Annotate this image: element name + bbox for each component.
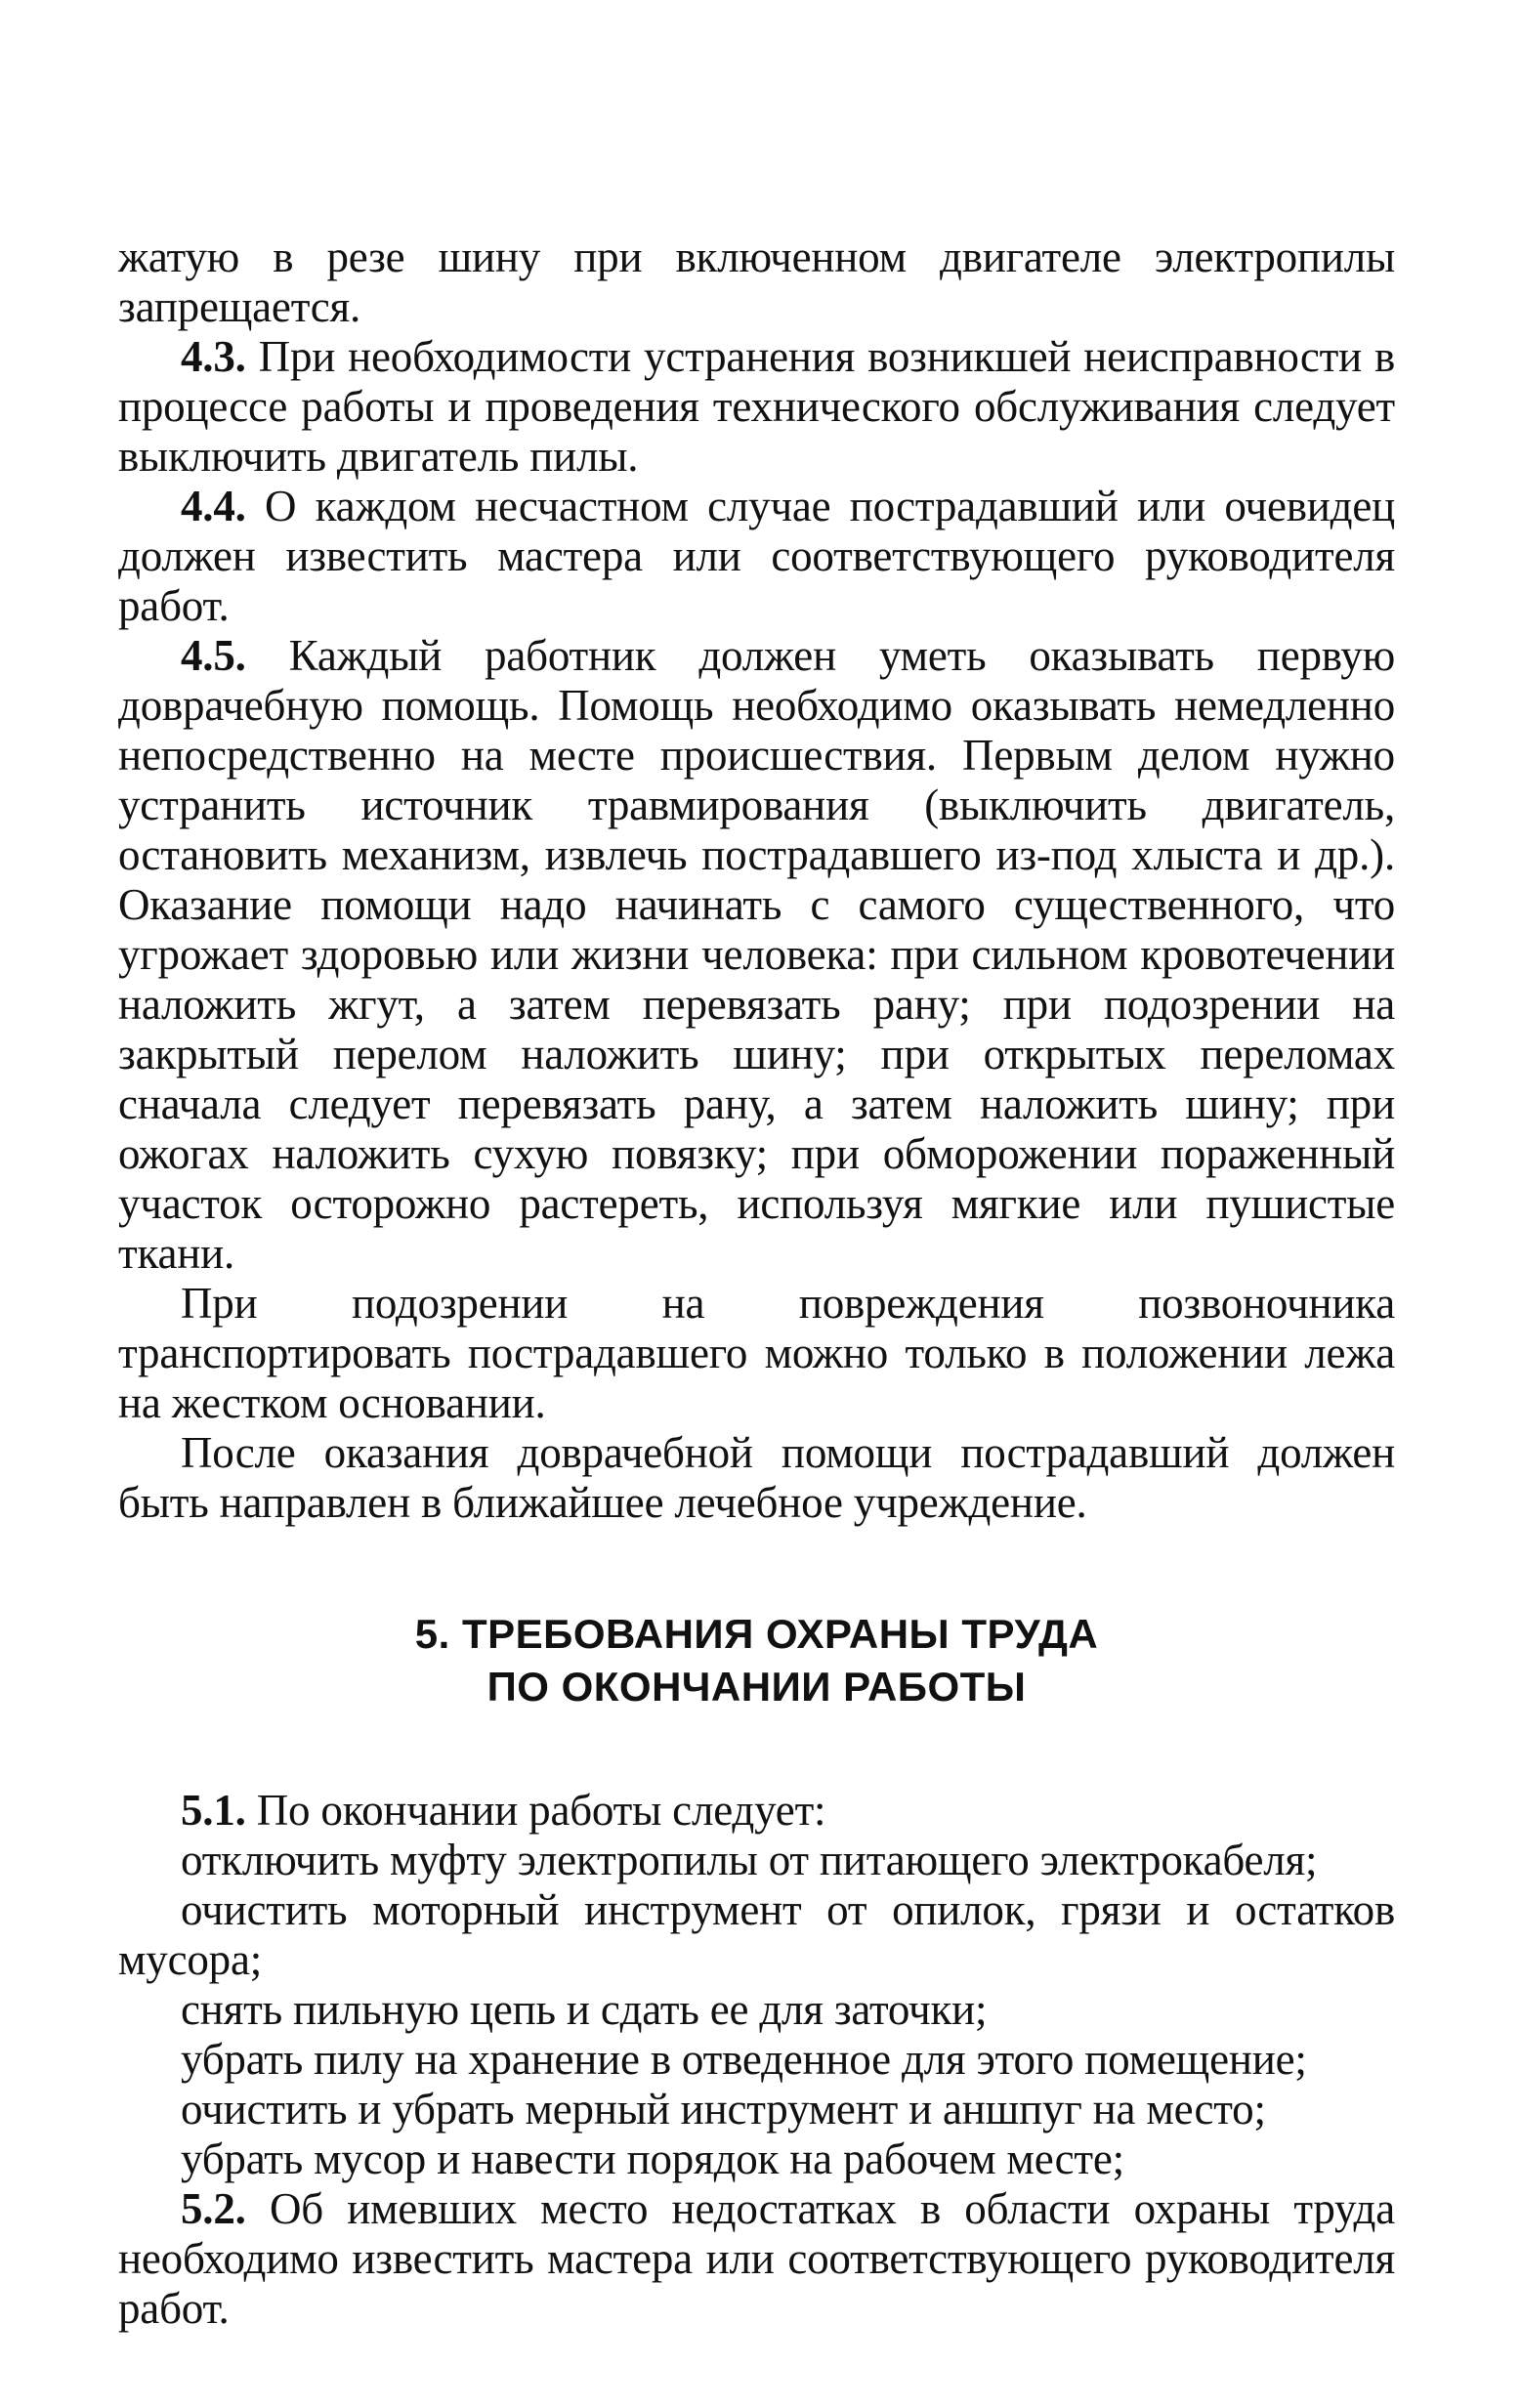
paragraph-text: При необходимости устранения возникшей неисправности в процессе работы и проведения технического обслуживания следует выключить двигатель пилы. (118, 332, 1395, 481)
document-page (118, 232, 1395, 2334)
paragraph-number: 4.3. (181, 332, 246, 381)
paragraph-number: 5.2. (181, 2184, 246, 2233)
paragraph-text: О каждом несчастном случае пострадавший или очевидец должен известить мастера или соответствующего руководителя работ. (118, 482, 1395, 630)
list-item: убрать мусор и навести порядок на рабочем месте; (181, 2134, 1124, 2183)
paragraph-number: 4.5. (181, 631, 246, 680)
paragraph-4-4 (118, 482, 1395, 631)
paragraph-spine-injury: При подозрении на повреждения позвоночника транспортировать пострадавшего можно только в положении лежа на жестком основании. (118, 1279, 1395, 1427)
heading-line-1: 5. ТРЕБОВАНИЯ ОХРАНЫ ТРУДА (414, 1611, 1099, 1657)
heading-line-2: ПО ОКОНЧАНИИ РАБОТЫ (486, 1664, 1027, 1710)
paragraph-5-2 (118, 2184, 1395, 2334)
paragraph-text: Каждый работник должен уметь оказывать первую доврачебную помощь. Помощь необходимо оказывать немедленно непосредственно на месте происшествия. Первым делом нужно устранить источник травмирования (выключить двигатель, остановить механизм, извлечь пострадавшего из-под хлыста и др.). Оказание помощи надо начинать с самого существенного, что угрожает здоровью или жизни человека: при сильном кровотечении наложить жгут, а затем перевязать рану; при подозрении на закрытый перелом наложить шину; при открытых переломах сначала следует перевязать рану, а затем наложить шину; при ожогах наложить сухую повязку; при обморожении пораженный участок осторожно растереть, используя мягкие или пушистые ткани. (118, 631, 1395, 1278)
list-item: очистить и убрать мерный инструмент и аншпуг на место; (181, 2085, 1266, 2133)
paragraph-5-1 (118, 1786, 1395, 1836)
paragraph-number: 4.4. (181, 482, 246, 530)
paragraph-4-3 (118, 332, 1395, 482)
list-item: отключить муфту электропилы от питающего электрокабеля; (181, 1836, 1318, 1884)
paragraph-after-first-aid: После оказания доврачебной помощи пострадавший должен быть направлен в ближайшее лечебное учреждение. (118, 1428, 1395, 1527)
paragraph-4-5 (118, 631, 1395, 1279)
list-item: убрать пилу на хранение в отведенное для этого помещение; (181, 2035, 1307, 2084)
paragraph-continuation: жатую в резе шину при включенном двигателе электропилы запрещается. (118, 232, 1395, 331)
list-item: очистить моторный инструмент от опилок, грязи и остатков мусора; (118, 1885, 1395, 1984)
paragraph-number: 5.1. (181, 1786, 246, 1835)
paragraph-text: По окончании работы следует: (245, 1786, 826, 1835)
section-5-heading (118, 1608, 1395, 1713)
paragraph-text: Об имевших место недостатках в области охраны труда необходимо известить мастера или соответствующего руководителя работ. (118, 2184, 1395, 2333)
list-item: снять пильную цепь и сдать ее для заточки; (181, 1985, 988, 2034)
